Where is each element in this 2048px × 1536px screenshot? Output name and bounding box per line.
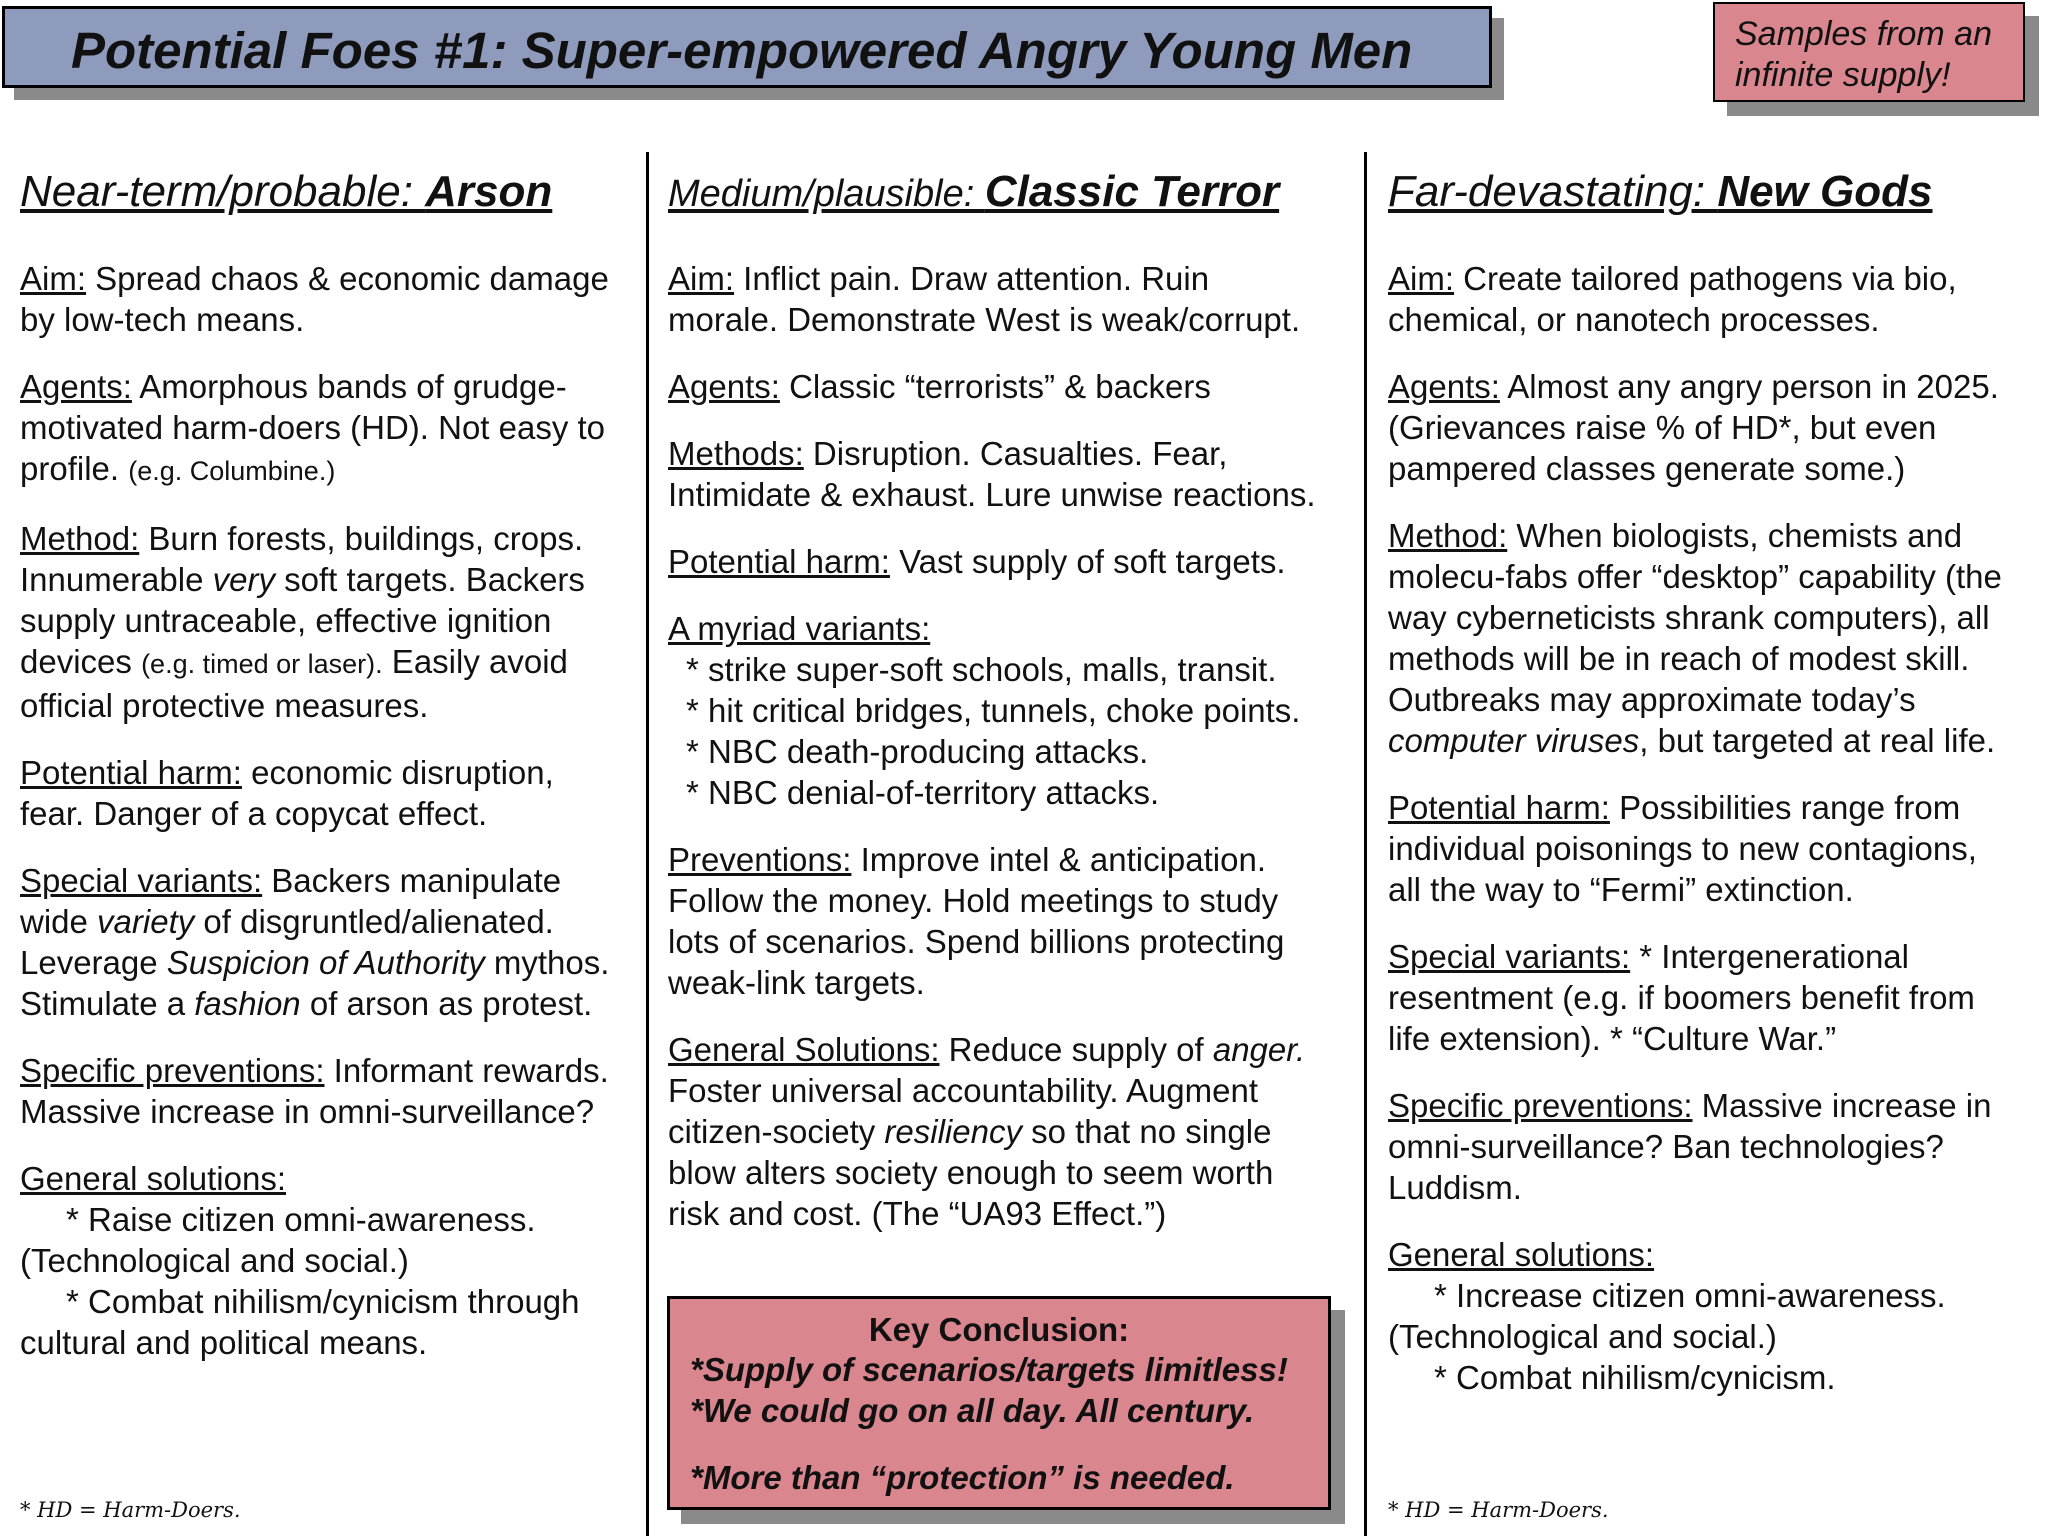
section-potential-harm xyxy=(20,752,640,834)
samples-text xyxy=(1735,14,1992,96)
agents-label: Agents: xyxy=(668,368,780,405)
column-heading-classic-terror xyxy=(668,166,1358,242)
text-line: blow alters society enough to seem worth xyxy=(668,1154,1274,1191)
section-preventions xyxy=(668,839,1358,1003)
preventions-label: Preventions: xyxy=(668,841,852,878)
text-line: chemical, or nanotech processes. xyxy=(1388,301,1880,338)
heading-label: Medium/plausible: xyxy=(668,173,985,215)
section-aim xyxy=(20,258,640,340)
text-line: Create tailored pathogens via bio, xyxy=(1454,260,1957,297)
methods-label: Methods: xyxy=(668,435,804,472)
variants-label: Special variants: xyxy=(1388,938,1631,975)
text-line: pampered classes generate some.) xyxy=(1388,450,1906,487)
text-line: resentment (e.g. if boomers benefit from xyxy=(1388,979,1975,1016)
section-variants xyxy=(668,608,1358,813)
text-line: soft targets. Backers xyxy=(274,561,585,598)
column-divider-right xyxy=(1364,152,1367,1536)
footnote-right: * HD = Harm-Doers. xyxy=(1388,1498,1609,1522)
text-line: cultural and political means. xyxy=(20,1324,428,1361)
text-line: morale. Demonstrate West is weak/corrupt. xyxy=(668,301,1301,338)
preventions-label: Specific preventions: xyxy=(20,1052,325,1089)
text-line: (Technological and social.) xyxy=(20,1242,409,1279)
text-line: profile. xyxy=(20,450,129,487)
general-solutions-label: General Solutions: xyxy=(668,1031,940,1068)
aim-label: Aim: xyxy=(20,260,86,297)
text-line: Easily avoid xyxy=(382,643,568,680)
text-line: life extension). * “Culture War.” xyxy=(1388,1020,1837,1057)
section-potential-harm xyxy=(668,541,1358,582)
column-heading-new-gods xyxy=(1388,166,2044,242)
text-line: molecu-fabs offer “desktop” capability (the xyxy=(1388,558,2002,595)
text-line: * Intergenerational xyxy=(1630,938,1909,975)
text-line: Informant rewards. xyxy=(324,1052,609,1089)
text-line: * Combat nihilism/cynicism. xyxy=(1434,1359,1836,1396)
key-conclusion-box xyxy=(667,1296,1331,1510)
section-agents xyxy=(668,366,1358,407)
text-line: Follow the money. Hold meetings to study xyxy=(668,882,1279,919)
variants-label: Special variants: xyxy=(20,862,263,899)
heading-label: Far-devastating: xyxy=(1388,167,1718,216)
text-line: Innumerable xyxy=(20,561,213,598)
agents-label: Agents: xyxy=(20,368,132,405)
key-conclusion-title: Key Conclusion: xyxy=(868,1311,1130,1348)
section-specific-preventions xyxy=(20,1050,640,1132)
text-line: Leverage xyxy=(20,944,167,981)
heading-value: New Gods xyxy=(1717,167,1933,216)
method-label: Method: xyxy=(1388,517,1508,554)
text-line: official protective measures. xyxy=(20,687,429,724)
key-conclusion-line: *More than “protection” is needed. xyxy=(690,1459,1235,1496)
section-potential-harm xyxy=(1388,787,2044,910)
text-line: , but targeted at real life. xyxy=(1639,722,1996,759)
variant-item: * NBC death-producing attacks. xyxy=(686,733,1149,770)
variant-item: * NBC denial-of-territory attacks. xyxy=(686,774,1160,811)
preventions-label: Specific preventions: xyxy=(1388,1087,1693,1124)
text-line: Amorphous bands of grudge- xyxy=(131,368,567,405)
text-emphasis: fashion xyxy=(194,985,301,1022)
text-line: * Combat nihilism/cynicism through xyxy=(66,1283,580,1320)
general-solutions-label: General solutions: xyxy=(1388,1236,1654,1273)
text-line: Inflict pain. Draw attention. Ruin xyxy=(734,260,1210,297)
heading-value: Classic Terror xyxy=(984,167,1280,216)
text-line: Massive increase in omni-surveillance? xyxy=(20,1093,595,1130)
variant-item: * hit critical bridges, tunnels, choke points. xyxy=(686,692,1301,729)
page-title: Potential Foes #1: Super-empowered Angry Young Men xyxy=(71,22,1413,79)
samples-line-1: Samples from an xyxy=(1735,15,1992,53)
text-line: citizen-society xyxy=(668,1113,885,1150)
section-method xyxy=(1388,515,2044,761)
column-heading-arson xyxy=(20,166,640,242)
text-emphasis: resiliency xyxy=(884,1113,1022,1150)
text-note: (e.g. timed or laser). xyxy=(141,649,383,679)
aim-label: Aim: xyxy=(668,260,734,297)
harm-label: Potential harm: xyxy=(1388,789,1610,826)
text-line: When biologists, chemists and xyxy=(1507,517,1963,554)
section-aim xyxy=(1388,258,2044,340)
text-line: Reduce supply of xyxy=(939,1031,1213,1068)
variants-label: A myriad variants: xyxy=(668,610,931,647)
text-line: Possibilities range from xyxy=(1609,789,1961,826)
section-agents xyxy=(20,366,640,492)
text-line: Luddism. xyxy=(1388,1169,1522,1206)
text-line: Spread chaos & economic damage xyxy=(86,260,609,297)
text-line: lots of scenarios. Spend billions protecting xyxy=(668,923,1285,960)
column-divider-left xyxy=(646,152,649,1536)
key-conclusion-line: *We could go on all day. All century. xyxy=(690,1392,1255,1429)
text-line: Almost any angry person in 2025. xyxy=(1499,368,1999,405)
section-specific-preventions xyxy=(1388,1085,2044,1208)
text-line: * Increase citizen omni-awareness. xyxy=(1434,1277,1946,1314)
text-line: * Raise citizen omni-awareness. xyxy=(66,1201,536,1238)
text-line: by low-tech means. xyxy=(20,301,305,338)
general-solutions-label: General solutions: xyxy=(20,1160,286,1197)
column-arson xyxy=(20,166,640,1363)
key-conclusion-line: *Supply of scenarios/targets limitless! xyxy=(690,1351,1288,1388)
agents-label: Agents: xyxy=(1388,368,1500,405)
heading-label: Near-term/probable: xyxy=(20,167,426,216)
text-line: risk and cost. (The “UA93 Effect.”) xyxy=(668,1195,1167,1232)
text-line: all the way to “Fermi” extinction. xyxy=(1388,871,1854,908)
text-line: so that no single xyxy=(1021,1113,1272,1150)
text-line: supply untraceable, effective ignition xyxy=(20,602,552,639)
title-banner xyxy=(2,6,1492,88)
section-general-solutions xyxy=(20,1158,640,1363)
text-line: mythos. xyxy=(484,944,610,981)
section-method xyxy=(20,518,640,726)
text-line: Disruption. Casualties. Fear, xyxy=(803,435,1228,472)
section-agents xyxy=(1388,366,2044,489)
section-special-variants xyxy=(1388,936,2044,1059)
section-aim xyxy=(668,258,1358,340)
text-line: way cyberneticists shrank computers), all xyxy=(1388,599,1990,636)
text-line: omni-surveillance? Ban technologies? xyxy=(1388,1128,1944,1165)
text-line: Backers manipulate xyxy=(262,862,562,899)
text-line: methods will be in reach of modest skill. xyxy=(1388,640,1970,677)
method-label: Method: xyxy=(20,520,140,557)
footnote-left: * HD = Harm-Doers. xyxy=(20,1498,241,1522)
text-line: Stimulate a xyxy=(20,985,195,1022)
text-line: individual poisonings to new contagions, xyxy=(1388,830,1977,867)
text-line: wide xyxy=(20,903,98,940)
aim-label: Aim: xyxy=(1388,260,1454,297)
section-general-solutions xyxy=(668,1029,1358,1234)
text-emphasis: Suspicion of Authority xyxy=(166,944,485,981)
section-methods xyxy=(668,433,1358,515)
text-line: of arson as protest. xyxy=(300,985,593,1022)
heading-value: Arson xyxy=(425,167,553,216)
text-line: Improve intel & anticipation. xyxy=(851,841,1266,878)
variant-item: * strike super-soft schools, malls, transit. xyxy=(686,651,1277,688)
text-line: (Grievances raise % of HD*, but even xyxy=(1388,409,1937,446)
text-emphasis: computer viruses xyxy=(1388,722,1640,759)
text-line: Vast supply of soft targets. xyxy=(889,543,1286,580)
text-line: Intimidate & exhaust. Lure unwise reactions. xyxy=(668,476,1316,513)
text-line: weak-link targets. xyxy=(668,964,925,1001)
text-note: (e.g. Columbine.) xyxy=(128,456,336,486)
text-line: of disgruntled/alienated. xyxy=(194,903,554,940)
samples-callout xyxy=(1713,2,2025,102)
text-line: Outbreaks may approximate today’s xyxy=(1388,681,1916,718)
text-line: (Technological and social.) xyxy=(1388,1318,1777,1355)
section-special-variants xyxy=(20,860,640,1024)
text-line: Massive increase in xyxy=(1692,1087,1992,1124)
column-classic-terror xyxy=(668,166,1358,1234)
harm-label: Potential harm: xyxy=(668,543,890,580)
harm-label: Potential harm: xyxy=(20,754,242,791)
text-emphasis: very xyxy=(212,561,275,598)
text-emphasis: variety xyxy=(97,903,195,940)
samples-line-2: infinite supply! xyxy=(1735,56,1951,94)
text-line: fear. Danger of a copycat effect. xyxy=(20,795,488,832)
text-emphasis: anger. xyxy=(1212,1031,1306,1068)
text-line: Foster universal accountability. Augment xyxy=(668,1072,1259,1109)
section-general-solutions xyxy=(1388,1234,2044,1398)
column-new-gods xyxy=(1388,166,2044,1398)
text-line: motivated harm-doers (HD). Not easy to xyxy=(20,409,606,446)
text-line: Classic “terrorists” & backers xyxy=(779,368,1211,405)
text-line: devices xyxy=(20,643,142,680)
text-line: Burn forests, buildings, crops. xyxy=(139,520,584,557)
text-line: economic disruption, xyxy=(241,754,554,791)
